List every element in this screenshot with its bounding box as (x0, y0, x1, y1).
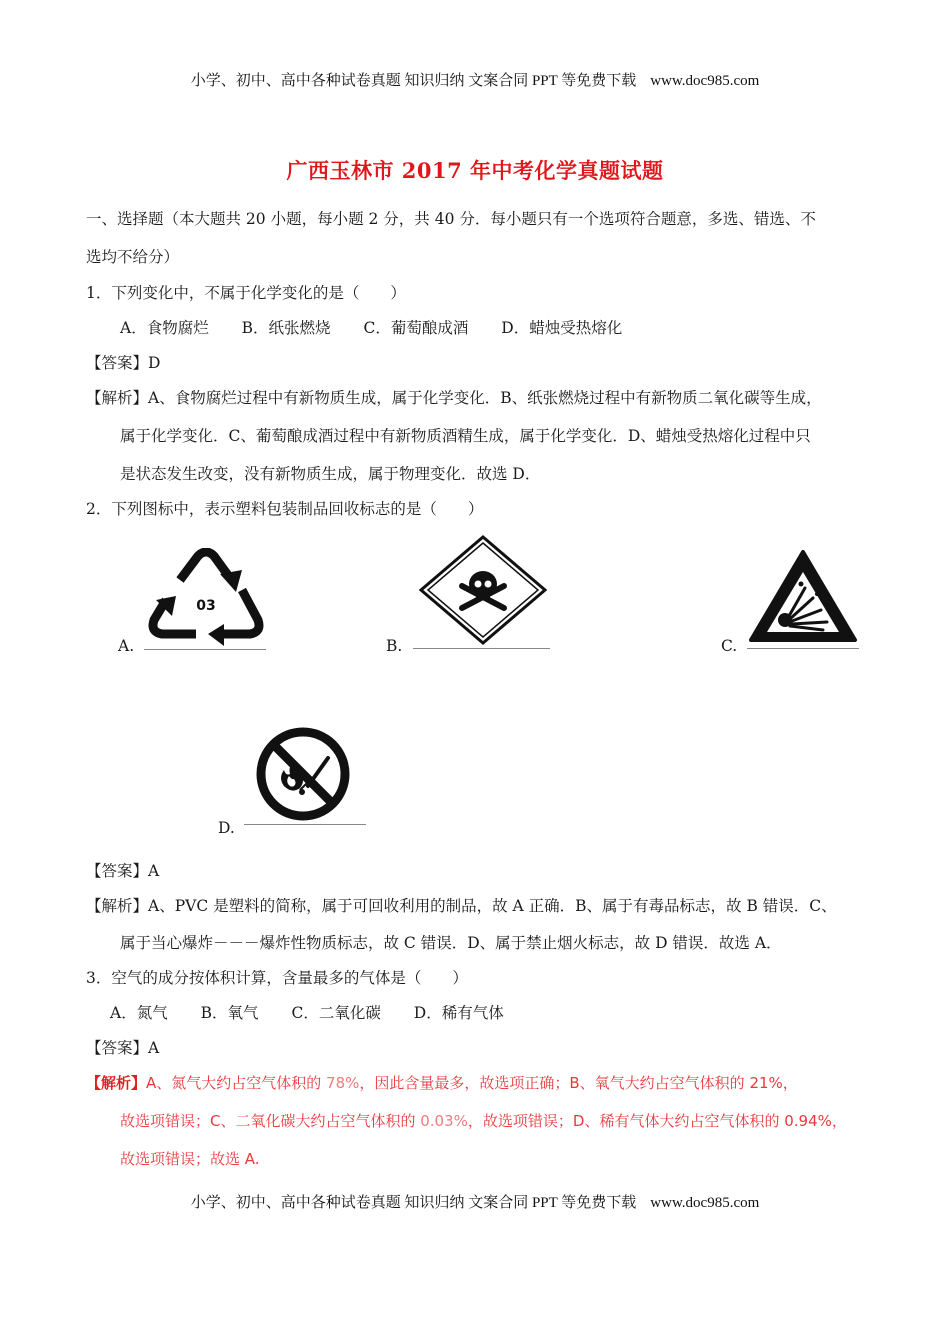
figure-b-label: B. (386, 637, 403, 655)
recycle-code: 03 (196, 598, 216, 614)
analysis-text: ，故选项错误；D、稀有气体大约占空气体积的 0.94%， (467, 1112, 847, 1130)
question-3-options (110, 1003, 504, 1023)
question-1-answer: 【答案】D (86, 354, 161, 372)
answer-blank-line (747, 648, 859, 649)
q1-option-d: D．蜡烛受热熔化 (501, 319, 623, 337)
figure-a-label: A. (118, 637, 135, 655)
figure-d-label: D. (218, 819, 235, 837)
question-1-analysis-line-1: 【解析】A、食物腐烂过程中有新物质生成，属于化学变化．B、纸张燃烧过程中有新物质二氧化碳等生成， (86, 389, 822, 407)
page-header (0, 69, 950, 90)
figure-option-d (218, 718, 373, 838)
page-footer (0, 1191, 950, 1212)
figure-option-b (386, 534, 556, 659)
q3-option-a: A．氮气 (110, 1004, 168, 1022)
question-3-analysis-line-1 (86, 1073, 798, 1093)
answer-blank-line (413, 648, 550, 649)
q1-option-c: C．葡萄酿成酒 (363, 319, 469, 337)
header-url[interactable]: www.doc985.com (650, 73, 760, 89)
percent-value: 78% (326, 1074, 360, 1092)
explosive-triangle-icon (747, 548, 859, 644)
footer-text: 小学、初中、高中各种试卷真题 知识归纳 文案合同 PPT 等免费下载 (190, 1195, 637, 1211)
analysis-text: ，因此含量最多，故选项正确；B、氧气大约占空气体积的 21%， (359, 1074, 798, 1092)
header-text: 小学、初中、高中各种试卷真题 知识归纳 文案合同 PPT 等免费下载 (190, 73, 637, 89)
q1-option-b: B．纸张燃烧 (241, 319, 331, 337)
question-1-analysis-line-2: 属于化学变化．C、葡萄酿成酒过程中有新物质酒精生成，属于化学变化．D、蜡烛受热熔化过程中只 (120, 427, 811, 445)
section-intro-line-1: 一、选择题（本大题共 20 小题，每小题 2 分，共 40 分．每小题只有一个选项符合题意，多选、错选、不 (86, 210, 816, 228)
question-2-stem: 2．下列图标中，表示塑料包装制品回收标志的是（ ） (86, 500, 484, 518)
question-3-analysis-line-3: 故选项错误；故选 A. (120, 1150, 260, 1168)
question-3-stem: 3．空气的成分按体积计算，含量最多的气体是（ ） (86, 969, 468, 987)
q3-option-d: D．稀有气体 (413, 1004, 504, 1022)
question-1-analysis-line-3: 是状态发生改变，没有新物质生成，属于物理变化．故选 D． (120, 465, 541, 483)
figure-option-c (721, 548, 866, 658)
toxic-skull-diamond-icon (418, 534, 548, 646)
footer-url[interactable]: www.doc985.com (650, 1195, 760, 1211)
figure-c-label: C. (721, 637, 738, 655)
analysis-text: A、氮气大约占空气体积的 (146, 1074, 327, 1092)
q1-option-a: A．食物腐烂 (120, 319, 209, 337)
question-1-options (120, 318, 622, 338)
q3-option-c: C．二氧化碳 (291, 1004, 381, 1022)
figure-option-a (118, 540, 278, 660)
question-2-analysis-line-1: 【解析】A、PVC 是塑料的简称，属于可回收利用的制品，故 A 正确．B、属于有毒品标志，故 B 错误．C、 (86, 897, 837, 915)
q3-option-b: B．氧气 (200, 1004, 259, 1022)
answer-blank-line (144, 649, 266, 650)
question-3-answer: 【答案】A (86, 1039, 160, 1057)
analysis-text: 故选项错误；C、二氧化碳大约占空气体积的 (120, 1112, 421, 1130)
question-2-analysis-line-2: 属于当心爆炸－－－爆炸性物质标志，故 C 错误．D、属于禁止烟火标志，故 D 错误．故选 A． (120, 934, 782, 952)
no-open-flame-icon (248, 724, 358, 824)
section-intro-line-2: 选均不给分） (86, 248, 180, 266)
question-2-answer: 【答案】A (86, 862, 160, 880)
recycle-triangle-icon (146, 548, 266, 648)
analysis-tag: 【解析】 (86, 1074, 147, 1092)
question-1-stem: 1．下列变化中，不属于化学变化的是（ ） (86, 284, 406, 302)
answer-blank-line (244, 824, 366, 825)
page-title: 广西玉林市 2017 年中考化学真题试题 (286, 158, 664, 183)
question-3-analysis-line-2 (120, 1111, 847, 1131)
percent-value: 0.03% (420, 1112, 468, 1130)
